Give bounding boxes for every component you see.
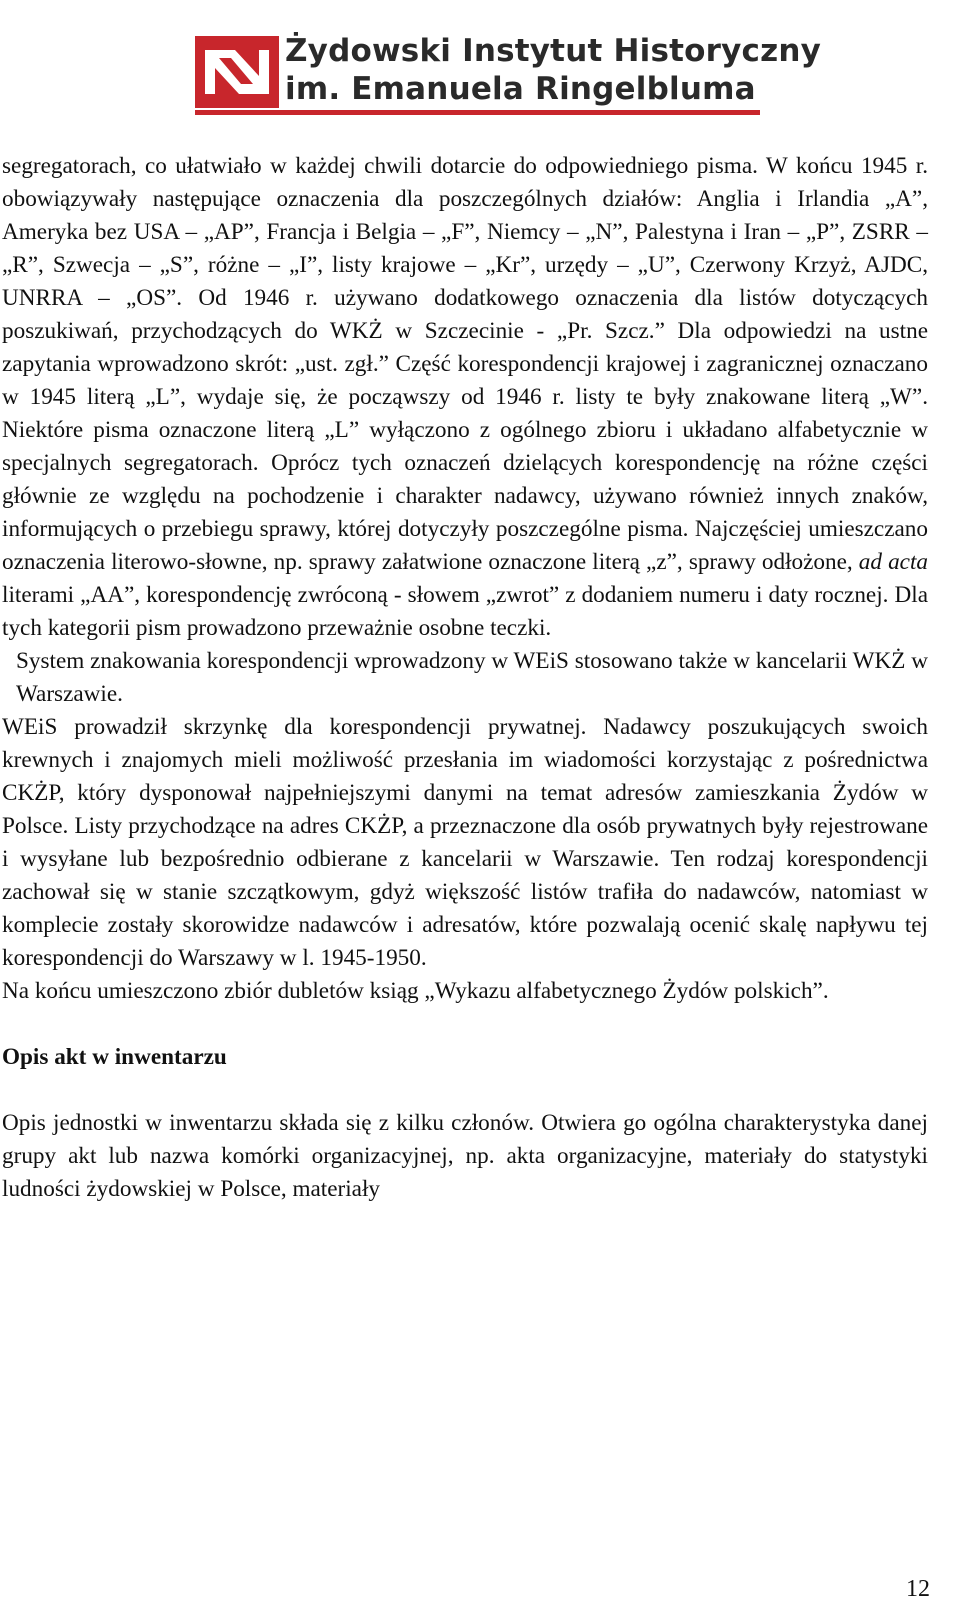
- institute-name: [285, 32, 821, 108]
- institute-name-line2: im. Emanuela Ringelbluma: [285, 71, 756, 107]
- paragraph-correspondence-markings: [2, 150, 928, 645]
- paragraph-text-tail: literami „AA”, korespondencję zwróconą - słowem „zwrot” z dodaniem numeru i daty rocznej. Dla tych kategorii pism prowadzono przeważnie osobne teczki.: [2, 582, 928, 641]
- page-number: 12: [906, 1576, 930, 1602]
- spacer: [2, 1008, 928, 1041]
- section-heading: Opis akt w inwentarzu: [2, 1044, 227, 1070]
- header-rule: [195, 110, 760, 115]
- document-body: [2, 150, 928, 1206]
- paragraph-duplicates: Na końcu umieszczono zbiór dubletów ksiąg „Wykazu alfabetycznego Żydów polskich”.: [2, 978, 829, 1004]
- spacer: [2, 1074, 928, 1107]
- paragraph-marking-system: System znakowania korespondencji wprowadzony w WEiS stosowano także w kancelarii WKŻ w Warszawie.: [16, 648, 928, 707]
- zih-logo-icon: [195, 36, 279, 108]
- institute-header: [195, 30, 822, 116]
- paragraph-text: segregatorach, co ułatwiało w każdej chwili dotarcie do odpowiedniego pisma. W końcu 1945 r. obowiązywały następujące oznaczenia dla poszczególnych działów: Anglia i Irlandia „A”, Ameryka bez USA – „AP”, Francja i Belgia – „F”, Niemcy – „N”, Palestyna i Iran – „P”, ZSRR – „R”, Szwecja – „S”, różne – „I”, listy krajowe – „Kr”, urzędy – „U”, Czerwony Krzyż, AJDC, UNRRA – „OS”. Od 1946 r. używano dodatkowego oznaczenia dla listów dotyczących poszukiwań, przychodzących do WKŻ w Szczecinie - „Pr. Szcz.” Dla odpowiedzi na ustne zapytania wprowadzono skrót: „ust. zgł.” Część korespondencji krajowej i zagranicznej oznaczano w 1945 literą „L”, wydaje się, że począwszy od 1946 r. listy te były znakowane literą „W”. Niektóre pisma oznaczone literą „L” wyłączono z ogólnego zbioru i układano alfabetycznie w specjalnych segregatorach. Oprócz tych oznaczeń dzielących korespondencję na różne części głównie ze względu na pochodzenie i charakter nadawcy, używano również innych znaków, informujących o przebiegu sprawy, której dotyczyły poszczególne pisma. Najczęściej umieszczano oznaczenia literowo-słowne, np. sprawy załatwione oznaczone literą „z”, sprawy odłożone,: [2, 153, 928, 575]
- paragraph-inventory-description: Opis jednostki w inwentarzu składa się z kilku członów. Otwiera go ogólna charakterystyka danej grupy akt lub nazwa komórki organizacyjnej, np. akta organizacyjne, materiały do statystyki ludności żydowskiej w Polsce, materiały: [2, 1110, 928, 1202]
- institute-name-line1: Żydowski Instytut Historyczny: [285, 33, 822, 69]
- italic-phrase: ad acta: [858, 549, 929, 575]
- paragraph-private-mailbox: WEiS prowadził skrzynkę dla korespondencji prywatnej. Nadawcy poszukujących swoich krewnych i znajomych mieli możliwość przesłania im wiadomości korzystając z pośrednictwa CKŻP, który dysponował najpełniejszymi danymi na temat adresów zamieszkania Żydów w Polsce. Listy przychodzące na adres CKŻP, a przeznaczone dla osób prywatnych były rejestrowane i wysyłane lub bezpośrednio odbierane z kancelarii w Warszawie. Ten rodzaj korespondencji zachował się w stanie szczątkowym, gdyż większość listów trafiła do nadawców, natomiast w komplecie zostały skorowidze nadawców i adresatów, które pozwalają ocenić skalę napływu tej korespondencji do Warszawy w l. 1945-1950.: [2, 714, 928, 971]
